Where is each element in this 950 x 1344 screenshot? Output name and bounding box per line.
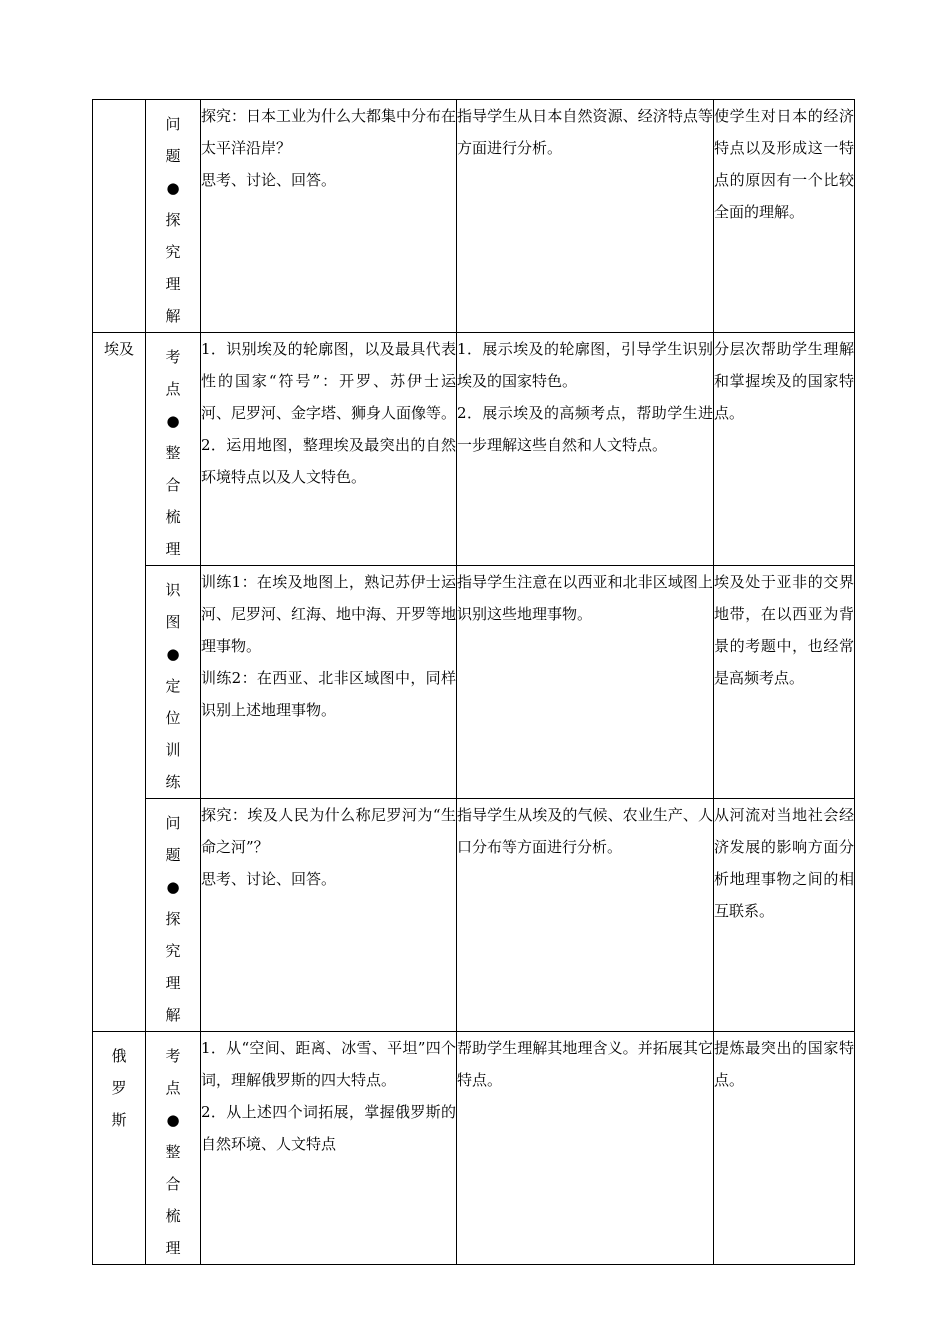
- teacher-activity-line: 指导学生注意在以西亚和北非区域图上识别这些地理事物。: [457, 573, 713, 623]
- design-intent-line: 从河流对当地社会经济发展的影响方面分析地理事物之间的相互联系。: [714, 806, 854, 920]
- teacher-activity-line: 2．展示埃及的高频考点，帮助学生进一步理解这些自然和人文特点。: [457, 404, 713, 454]
- teacher-activity-cell: [457, 1032, 714, 1265]
- table-row: [93, 566, 855, 799]
- teacher-activity-cell: [457, 566, 714, 799]
- stage-cell: [146, 100, 201, 333]
- table-row: [93, 333, 855, 566]
- region-cell: [93, 1032, 146, 1265]
- stage-cell: [146, 566, 201, 799]
- stage-label-bottom: 定位训练: [165, 677, 181, 791]
- stage-label-top: 考点: [165, 1047, 181, 1097]
- stage-label-top: 问题: [165, 814, 181, 864]
- student-activity-cell: [201, 1032, 457, 1265]
- teacher-activity-cell: [457, 100, 714, 333]
- stage-cell: [146, 799, 201, 1032]
- stage-label-bottom: 整合梳理: [165, 1143, 181, 1257]
- lesson-plan-table: [92, 99, 855, 1265]
- region-cell: [93, 333, 146, 1032]
- student-activity-line: 探究：埃及人民为什么称尼罗河为“生命之河”？: [201, 806, 456, 856]
- stage-label-top: 问题: [165, 115, 181, 165]
- bullet-icon: ●: [166, 645, 180, 663]
- region-label: 俄罗斯: [111, 1047, 127, 1129]
- stage-label-bottom: 整合梳理: [165, 444, 181, 558]
- stage-label-bottom: 探究理解: [165, 910, 181, 1024]
- teacher-activity-line: 1．展示埃及的轮廓图，引导学生识别埃及的国家特色。: [457, 340, 713, 390]
- student-activity-cell: [201, 333, 457, 566]
- bullet-icon: ●: [166, 1111, 180, 1129]
- table-row: [93, 1032, 855, 1265]
- table-row: [93, 799, 855, 1032]
- region-cell: [93, 100, 146, 333]
- stage-cell: [146, 1032, 201, 1265]
- stage-cell: [146, 333, 201, 566]
- teacher-activity-line: 帮助学生理解其地理含义。并拓展其它特点。: [457, 1039, 713, 1089]
- stage-label-bottom: 探究理解: [165, 211, 181, 325]
- student-activity-cell: [201, 799, 457, 1032]
- student-activity-line: 1．识别埃及的轮廓图，以及最具代表性的国家“符号”：开罗、苏伊士运河、尼罗河、金字塔、狮身人面像等。: [201, 340, 457, 422]
- design-intent-line: 分层次帮助学生理解和掌握埃及的国家特点。: [714, 340, 854, 422]
- teacher-activity-cell: [457, 333, 714, 566]
- design-intent-line: 使学生对日本的经济特点以及形成这一特点的原因有一个比较全面的理解。: [714, 107, 854, 221]
- student-activity-cell: [201, 566, 457, 799]
- bullet-icon: ●: [166, 179, 180, 197]
- teacher-activity-cell: [457, 799, 714, 1032]
- design-intent-cell: [714, 100, 855, 333]
- student-activity-line: 思考、讨论、回答。: [201, 171, 337, 189]
- region-label: 埃及: [103, 340, 134, 358]
- student-activity-line: 训练2：在西亚、北非区域图中，同样识别上述地理事物。: [201, 669, 456, 719]
- student-activity-line: 思考、讨论、回答。: [201, 870, 337, 888]
- student-activity-line: 探究：日本工业为什么大都集中分布在太平洋沿岸？: [201, 107, 457, 157]
- student-activity-line: 训练1：在埃及地图上，熟记苏伊士运河、尼罗河、红海、地中海、开罗等地理事物。: [201, 573, 457, 655]
- bullet-icon: ●: [166, 878, 180, 896]
- teacher-activity-line: 指导学生从埃及的气候、农业生产、人口分布等方面进行分析。: [457, 806, 713, 856]
- student-activity-line: 2．从上述四个词拓展，掌握俄罗斯的自然环境、人文特点: [201, 1103, 456, 1153]
- design-intent-cell: [714, 1032, 855, 1265]
- design-intent-cell: [714, 333, 855, 566]
- table-row: [93, 100, 855, 333]
- student-activity-cell: [201, 100, 457, 333]
- stage-label-top: 识图: [165, 581, 181, 631]
- stage-label-top: 考点: [165, 348, 181, 398]
- design-intent-line: 埃及处于亚非的交界地带，在以西亚为背景的考题中，也经常是高频考点。: [714, 573, 854, 687]
- design-intent-line: 提炼最突出的国家特点。: [714, 1039, 854, 1089]
- student-activity-line: 1．从“空间、距离、冰雪、平坦”四个词，理解俄罗斯的四大特点。: [201, 1039, 456, 1089]
- teacher-activity-line: 指导学生从日本自然资源、经济特点等方面进行分析。: [457, 107, 713, 157]
- design-intent-cell: [714, 566, 855, 799]
- bullet-icon: ●: [166, 412, 180, 430]
- design-intent-cell: [714, 799, 855, 1032]
- student-activity-line: 2．运用地图，整理埃及最突出的自然环境特点以及人文特色。: [201, 436, 456, 486]
